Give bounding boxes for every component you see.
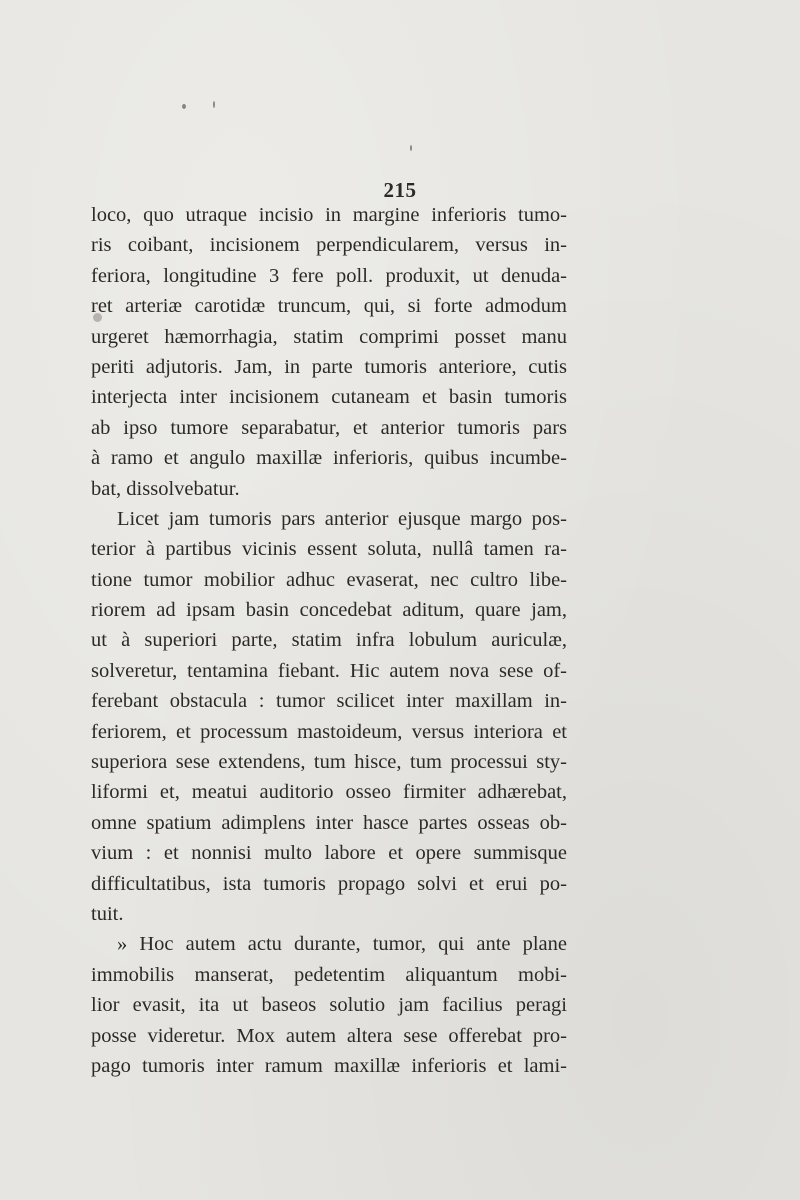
text-line: tione tumor mobilior adhuc evaserat, nec cultro libe- [91, 568, 567, 591]
text-line: solveretur, tentamina fiebant. Hic autem nova sese of- [91, 659, 567, 682]
text-line: ris coibant, incisionem perpendicularem, versus in- [91, 234, 567, 257]
text-line: vium : et nonnisi multo labore et opere summisque [91, 842, 567, 865]
text-line: omne spatium adimplens inter hasce partes osseas ob- [91, 811, 567, 834]
text-line: ut à superiori parte, statim infra lobulum auriculæ, [91, 629, 567, 652]
text-line: ab ipso tumore separabatur, et anterior tumoris pars [91, 416, 567, 439]
text-line: bat, dissolvebatur. [91, 477, 240, 500]
text-line: terior à partibus vicinis essent soluta, nullâ tamen ra- [91, 538, 567, 561]
text-line: difficultatibus, ista tumoris propago solvi et erui po- [91, 872, 567, 895]
text-line: » Hoc autem actu durante, tumor, qui ante plane [117, 933, 567, 956]
text-line: immobilis manserat, pedetentim aliquantum mobi- [91, 963, 567, 986]
text-line: interjecta inter incisionem cutaneam et basin tumoris [91, 386, 567, 409]
text-line: à ramo et angulo maxillæ inferioris, quibus incumbe- [91, 447, 567, 470]
text-line: loco, quo utraque incisio in margine inferioris tumo- [91, 204, 567, 226]
text-line: pago tumoris inter ramum maxillæ inferioris et lami- [91, 1054, 567, 1077]
text-line: urgeret hæmorrhagia, statim comprimi posset manu [91, 325, 567, 348]
body-text [91, 200, 567, 1081]
text-line: riorem ad ipsam basin concedebat aditum, quare jam, [91, 599, 567, 622]
ink-speck [182, 104, 186, 109]
text-line: lior evasit, ita ut baseos solutio jam facilius peragi [91, 994, 567, 1017]
ink-speck [410, 145, 412, 151]
text-line: tuit. [91, 902, 124, 925]
text-line: feriora, longitudine 3 fere poll. produxit, ut denuda- [91, 264, 567, 287]
text-line: superiora sese extendens, tum hisce, tum processui sty- [91, 751, 567, 774]
text-line: ferebant obstacula : tumor scilicet inter maxillam in- [91, 690, 567, 713]
text-line: liformi et, meatui auditorio osseo firmiter adhærebat, [91, 781, 567, 804]
text-line: ret arteriæ carotidæ truncum, qui, si forte admodum [91, 295, 567, 318]
ink-speck [213, 101, 215, 108]
text-line: posse videretur. Mox autem altera sese offerebat pro- [91, 1024, 567, 1047]
page-number: 215 [383, 178, 417, 202]
text-line: feriorem, et processum mastoideum, versus interiora et [91, 720, 567, 743]
text-line: periti adjutoris. Jam, in parte tumoris anteriore, cutis [91, 355, 567, 378]
text-line: Licet jam tumoris pars anterior ejusque margo pos- [117, 507, 567, 530]
